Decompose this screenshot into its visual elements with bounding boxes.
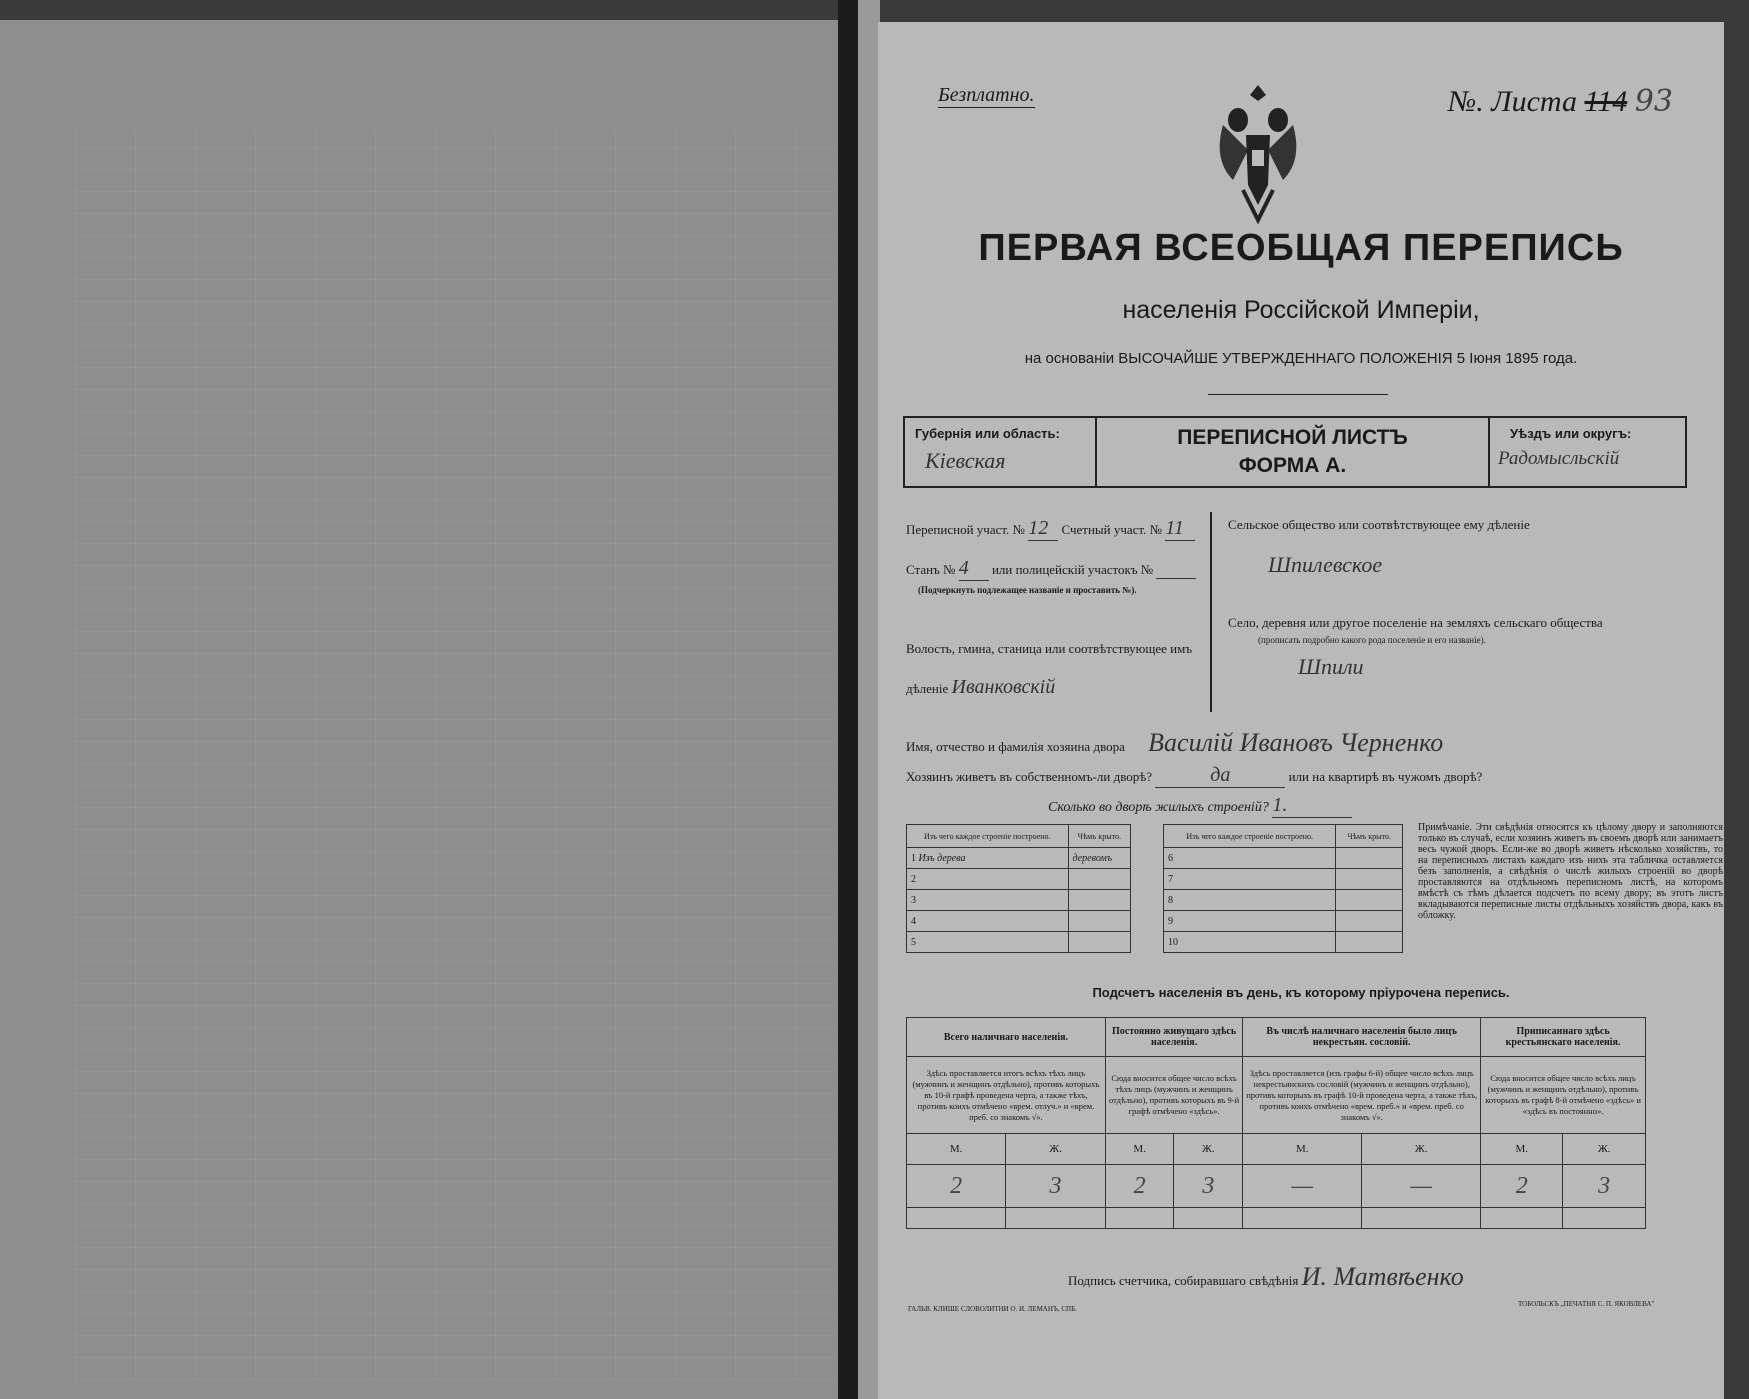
sheet-crossed: 114 [1584, 85, 1628, 118]
pop-header-permanent: Постоянно живущаго здѣсь населенія. [1105, 1018, 1242, 1057]
society-label: Сельское общество или соотвѣтствующее ему дѣленіе [1228, 517, 1530, 532]
volost-label: Волость, гмина, станица или соотвѣтствующее имъ дѣленіе [906, 641, 1193, 696]
table-row: 2 [907, 869, 1131, 890]
bld-col-material: Изъ чего каждое строеніе построено. [907, 825, 1069, 848]
signature-value: И. Матвѣенко [1301, 1262, 1464, 1291]
signature-line [1068, 1262, 1464, 1292]
lives-label: Хозяинъ живетъ въ собственномъ-ли дворѣ? [906, 769, 1153, 784]
village-value: Шпили [1298, 654, 1364, 679]
lives-value: да [1155, 764, 1285, 788]
table-row: 9 [1164, 911, 1403, 932]
population-count-title: Подсчетъ населенія въ день, къ которому пріурочена перепись. [1092, 985, 1510, 1000]
table-row: 7 [1164, 869, 1403, 890]
stan-label: Станъ № [906, 562, 956, 577]
table-row: 3 [907, 890, 1131, 911]
form-header-box [903, 416, 1687, 488]
sheet-handwritten: 93 [1634, 84, 1673, 119]
census-form-page [878, 22, 1724, 1399]
table-row: 4 [907, 911, 1131, 932]
table-row: 8 [1164, 890, 1403, 911]
free-label: Безплатно. [938, 84, 1035, 106]
double-headed-eagle-icon [1208, 80, 1308, 230]
pop-header-present: Всего наличнаго населенія. [907, 1018, 1106, 1057]
owner-label: Имя, отчество и фамилія хозяина двора [906, 739, 1125, 754]
ornament-divider [1208, 394, 1388, 397]
uezd-value: Радомысльскій [1498, 448, 1620, 469]
underline-note: (Подчеркнуть подлежащее названіе и проставить №). [918, 585, 1137, 595]
table-row: 6 [1164, 848, 1403, 869]
buildings-value: 1. [1272, 794, 1352, 818]
form-title-line2: ФОРМА А. [1238, 454, 1347, 477]
bld-col-roof: Чѣмъ крыто. [1068, 825, 1130, 848]
stan-value: 4 [959, 557, 989, 581]
uezd-label: Уѣздъ или округъ: [1510, 426, 1632, 441]
table-row: 1 Изъ дерева деревомъ [907, 848, 1131, 869]
legal-basis: на основаніи ВЫСОЧАЙШЕ УТВЕРЖДЕННАГО ПОЛОЖЕНІЯ 5 Іюня 1895 года. [1024, 350, 1578, 367]
population-table: Всего наличнаго населенія. Постоянно живущаго здѣсь населенія. Въ числѣ наличнаго населенія было лицъ некрестьян. сословій. Приписаннаго здѣсь крестьянскаго населенія. Здѣсь проставляется итогъ всѣхъ тѣхъ лицъ (мужчинъ и женщинъ отдѣльно), противъ которыхъ въ 10-й графѣ проведена черта, а также тѣхъ, противъ коихъ отмѣчено «врем. отлуч.» и «врем. преб. со знакомъ √». Сюда вносится общее число всѣхъ тѣхъ лицъ (мужчинъ и женщинъ отдѣльно), противъ которыхъ въ 9-й графѣ отмѣчено «здѣсь». Здѣсь проставляется (изъ графы 6-й) общее число всѣхъ лицъ некрестьянскихъ сословій (мужчинъ и женщинъ отдѣльно), противъ которыхъ въ графѣ 10-й проведена черта, а также тѣхъ, противъ коихъ отмѣчено «врем. преб.» и «врем. преб. со знакомъ √». Сюда вносится общее число всѣхъ лицъ (мужчинъ и женщинъ отдѣльно), противъ которыхъ въ графѣ 8-й отмѣчено «здѣсь» и «здѣсь въ постоянно». М. Ж. М. Ж. М. Ж. М. Ж. 2 3 2 3 — — 2 3 [906, 1017, 1646, 1229]
pop-header-non-peasant: Въ числѣ наличнаго населенія было лицъ некрестьян. сословій. [1243, 1018, 1481, 1057]
census-district-value: 12 [1028, 517, 1058, 541]
population-values-row: 2 3 2 3 — — 2 3 [907, 1165, 1646, 1208]
document-title: ПЕРВАЯ ВСЕОБЩАЯ ПЕРЕПИСЬ [978, 227, 1624, 269]
district-line [906, 517, 1195, 541]
gubernia-cell [905, 418, 1097, 486]
buildings-table-left [906, 824, 1131, 953]
form-title-line1: ПЕРЕПИСНОЙ ЛИСТЪ [1177, 426, 1408, 449]
lives-line [906, 764, 1482, 788]
village-note: (прописать подробно какого рода поселеніе и его названіе). [1258, 635, 1486, 645]
signature-label: Подпись счетчика, собиравшаго свѣдѣнія [1068, 1273, 1299, 1288]
buildings-line [1048, 794, 1352, 818]
lives-alt-label: или на квартирѣ въ чужомъ дворѣ? [1288, 769, 1483, 784]
census-district-label: Переписной участ. № [906, 522, 1025, 537]
printer-mark-right: ТОБОЛЬСКЪ „ПЕЧАТНЯ С. П. ЯКОВЛЕВА" [1518, 1300, 1655, 1308]
owner-value: Василій Ивановъ Черненко [1148, 728, 1444, 757]
table-row: 5 [907, 932, 1131, 953]
printer-mark-left: ГАЛЬВ. КЛИШЕ СЛОВОЛИТНИ О. И. ЛЕМАНЪ, СПБ. [908, 1305, 1077, 1313]
gubernia-label: Губернія или область: [915, 426, 1060, 441]
buildings-table-right: Изъ чего каждое строеніе построено. Чѣмъ крыто. 6 7 8 9 10 [1163, 824, 1403, 953]
faded-grid [75, 130, 835, 1380]
document-subtitle: населенія Россійской Имперіи, [1122, 296, 1480, 324]
left-page [0, 20, 838, 1399]
uezd-cell [1488, 418, 1685, 486]
gubernia-value: Кіевская [925, 448, 1006, 473]
buildings-label: Сколько во дворѣ жилыхъ строеній? [1048, 800, 1269, 815]
book-gutter [838, 0, 858, 1399]
stan-line [906, 557, 1196, 581]
volost-value: Иванковскій [951, 676, 1056, 698]
village-label: Село, деревня или другое поселеніе на земляхъ сельскаго общества [1228, 615, 1603, 630]
sheet-label: №. Листа [1448, 85, 1577, 118]
table-row: 10 [1164, 932, 1403, 953]
pop-header-registered: Приписаннаго здѣсь крестьянскаго населенія. [1481, 1018, 1646, 1057]
owner-line [906, 728, 1443, 758]
count-district-value: 11 [1165, 517, 1195, 541]
society-value: Шпилевское [1268, 552, 1383, 577]
buildings-note: Примѣчаніе. Эти свѣдѣнія относятся къ цѣлому двору и заполняются только въ случаѣ, если хозяинъ живетъ въ своемъ дворѣ или занимаетъ весь чужой дворъ. Если-же во дворѣ живетъ нѣсколько хозяйствъ, то на переписныхъ листахъ каждаго изъ нихъ эта табличка оставляется безъ заполненія, а свѣдѣнія о числѣ жилыхъ строеній во дворѣ проставляются на отдѣльномъ переписномъ листѣ, на которомъ вмѣстѣ съ тѣмъ дѣлается подсчетъ по всему двору; въ этотъ листъ вкладываются переписные листы отдѣльныхъ хозяйствъ двора, какъ въ обложку. [1418, 822, 1723, 921]
field-divider [1210, 512, 1212, 712]
volost-line [906, 630, 1201, 708]
count-district-label: Счетный участ. № [1061, 522, 1163, 537]
form-title [1095, 424, 1490, 480]
sheet-number [1448, 84, 1673, 119]
police-label: или полицейскій участокъ № [991, 562, 1154, 577]
